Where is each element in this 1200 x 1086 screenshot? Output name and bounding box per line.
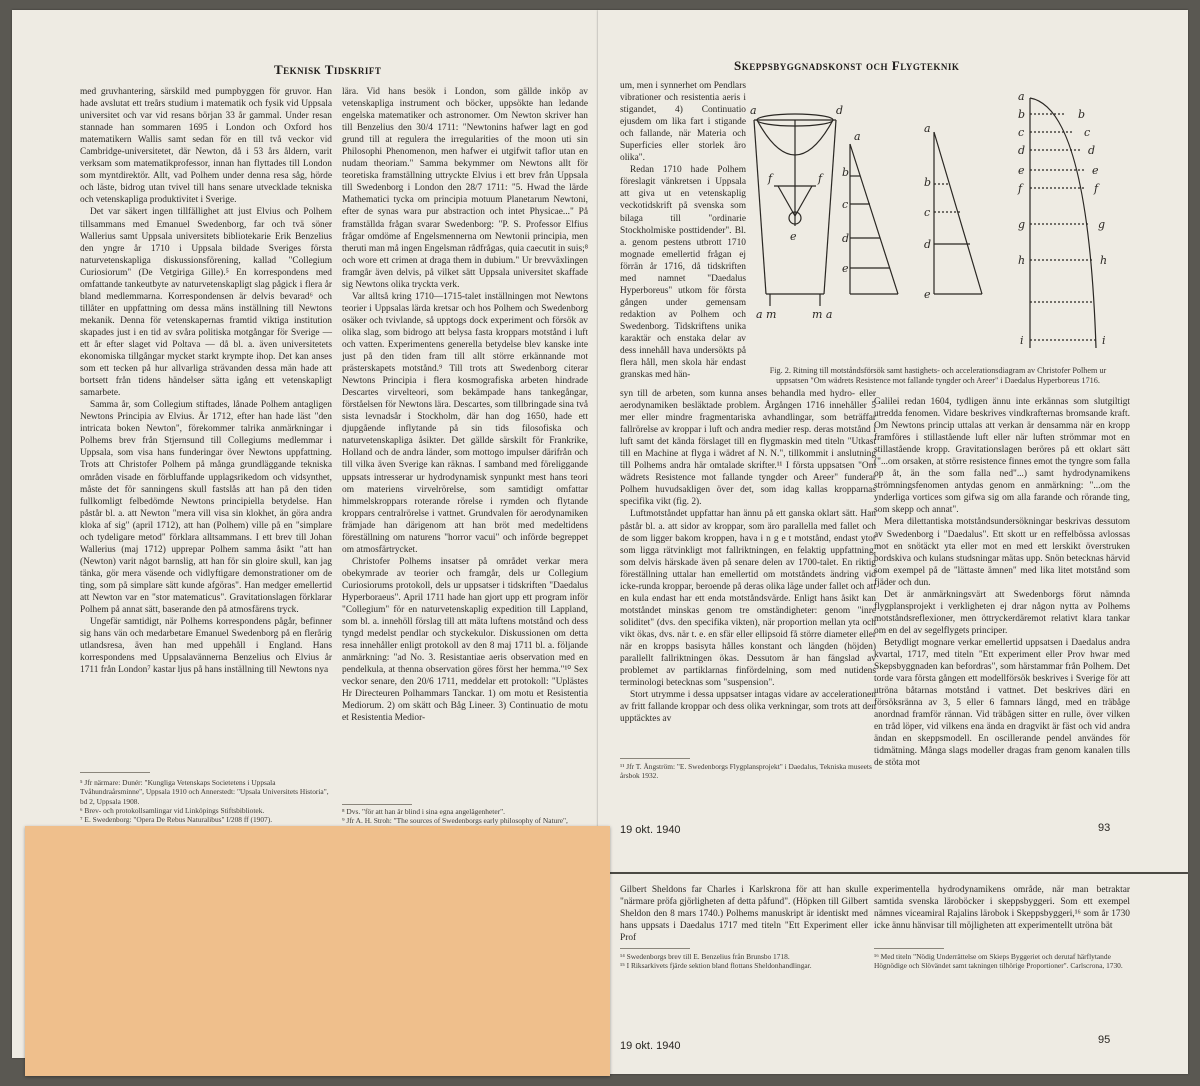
footnote: ⁵ Jfr närmare: Dunér: "Kungliga Vetenskaps Societetens i Uppsala Tvåhundraårsminne", Uppsala 1910 och Annerstedt: "Upsala Universitets Historia", bd 2, Uppsala 1908. bbox=[80, 778, 329, 806]
paragraph: Det var säkert ingen tillfällighet att just Elvius och Polhem tillsammans med Emanuel Swedenborg, far och tvä söner Wallerius samt Uppsala universitets bibliotekarie Erik Benzelius den yngre år 1710 i Uppsala bildade Sveriges första naturvetenskapliga diskussionsförening, kallad "Collegium Curiosiorum" (De Vetgiriga Gille).⁵ En korrespondens med omfattande tankeutbyte av naturvetenskapligt slag pågick i flera år bland medlemmarna. Korrespondensen är delvis bevarad⁶ och tillåter en uppfattning om dessa mäns inställning till Newtons mekanik. Denna för vetenskapernas framtid viktiga institution skapades just i en tid av svåra politiska motgångar för Sverige — ett år efter slaget vid Poltava — då bl. a. även universitetets ekonomiska tillgångar mycket starkt krympte ihop. Det kan anses som ett tecken på hur allvarliga strävanden dessa män hade att bortsett från tidens händelser sätta igång ett vetenskapligt samarbete. bbox=[80, 207, 332, 399]
footnote-rule bbox=[342, 804, 412, 805]
running-head-right: Skeppsbyggnadskonst och Flygteknik bbox=[734, 58, 960, 73]
footnote-rule bbox=[874, 948, 944, 949]
paragraph: Samma år, som Collegium stiftades, lånade Polhem antagligen Newtons Principia av Elvius. År 1712, efter han hade läst "den intricata boken Newton", förekommer talrika anmärkningar i Polhems brev från Stjernsund till Collegiums medlemmar i Uppsala, som visa hans funderingar över Newtons uppfattning. Trots att Christofer Polhem på många grundläggande tekniska områden visade en förbluffande upplagsrikedom och vidsynthet, måste det för sanningens skull fastslås att han på den tiden fullkomligt felbedömde Newtons principiella betydelse. Han påstår bl. a. att Newton "mera vill visa sin klokhet, än göra andra kloka af sig" (april 1712), att han (Polhem) ville på en "simplare och tydeligare metod" förklara alltsammans. I ett brev till Johan Wallerius (maj 1712) upprepar Polhem samma åsikt "att han (Newton) varit något barnslig, att han för sin gloire skull, kan jag tänka, gör mera väsende och vidlyftigare demonstrationer om de ting, som på simplare sätt kunde afgöras". Han medger emellertid att Newton var en "stor matematicus". Gravitationslagen förklarar Polhem på annat sätt, baserande den på atmosfärens tryck. bbox=[80, 400, 332, 616]
right-page-bottom bbox=[598, 874, 1188, 1074]
figure-letter: a m bbox=[756, 308, 777, 321]
paragraph: Gilbert Sheldons far Charles i Karlskrona för att han skulle "närmare pröfa gjörligheten af detta påfund". (Höpken till Gilbert Sheldon den 8 mars 1740.) Polhems manuskript är identiskt med hans uppsats i Daedalus 1717 med titeln "Ett Experiment eller Prof bbox=[620, 885, 868, 944]
right-bottom-column-b bbox=[874, 884, 1130, 944]
left-column-2 bbox=[342, 86, 588, 804]
running-head-left: Teknisk Tidskrift bbox=[274, 62, 382, 77]
figure-letter: a bbox=[1018, 90, 1025, 103]
figure-letter: d bbox=[1088, 144, 1096, 157]
right-column-b-footnote: ¹¹ Jfr T. Ängström: "E. Swedenborgs Flygplansprojekt" i Daedalus, Tekniska museets årsbok 1932. bbox=[620, 762, 872, 781]
footnote: ⁸ Dvs. "för att han är blind i sina egna angelägenheter". bbox=[342, 807, 505, 816]
paragraph: Stort utrymme i dessa uppsatser intagas vidare av accelerationen av fritt fallande kroppar och dess olika verkningar, som trots att den upptäcktes av bbox=[620, 690, 876, 725]
right-bottom-column-a bbox=[620, 884, 868, 944]
figure-letter: i bbox=[1020, 334, 1024, 347]
page-number: 95 bbox=[1098, 1034, 1111, 1046]
figure-letter: d bbox=[1018, 144, 1026, 157]
figure-letter: e bbox=[1018, 164, 1025, 177]
paragraph: Mera dilettantiska motståndsundersökningar beskrivas dessutom av Swedenborg i "Daedalus". Ett skott ur en reffelbössa avlossas mot en snötäckt yta eller mot en med ett lerskikt överstruken bordskiva och kulans studsningar mätas upp. Snön betecknas härvid som exempel på de "lättaste ämnen" med lika litet motstånd som fjäder och dun. bbox=[874, 517, 1130, 588]
right-bottom-footnotes-a bbox=[620, 952, 868, 980]
figure-letter: h bbox=[1018, 254, 1026, 267]
left-column-1 bbox=[80, 86, 332, 766]
figure-letter: i bbox=[1102, 334, 1106, 347]
paragraph: syn till de arbeten, som kunna anses behandla med hydro- eller aerodynamiken besläktade problem. Årgången 1716 innehåller 5 mer eller mindre fragmentariska avhandlingar, som beträffar fallrörelse av kroppar i luft och andra medier resp. deras motstånd i luft samt det kända förslaget till en flygmaskin med titeln "Utkast till en Machine at flyga i wädret af N. N.", tillkommit i anslutning till Polhems andra här omtalade skrifter.¹¹ I första uppsatsen "Om wädrets Resistence mot fallande tyngder och Areer" funderar Polhem huvudsakligen över det, som idag kallas kropparnas specifika vikt (fig. 2). bbox=[620, 389, 876, 508]
footnote: ¹⁴ Swedenborgs brev till E. Benzelius från Brunsbo 1718. bbox=[620, 952, 790, 961]
figure-letter: f bbox=[1094, 182, 1099, 195]
paragraph: med gruvhantering, särskild med pumpbyggen för gruvor. Han hade avslutat ett treårs studium i matematik och fysik vid Uppsala universitet och var vid resans början 33 år gammal. Under resan stannade han sommaren 1695 i London och Oxford hos matematikern Wallis samt sedan för en till två veckor vid Cambridge-universitetet, där Newton, då i 53 års åldern, varit verksam som matematikprofessor, innan han flyttades till London som myntdirektör. Allt, vad Polhem under denna resa såg, hörde och läste, bidrog utan tvivel till hans senare utvecklade tekniska och vetenskapliga produktivitet i Sverige. bbox=[80, 87, 332, 206]
right-column-a bbox=[620, 80, 746, 386]
figure-letter: f bbox=[1018, 182, 1023, 195]
figure-letter: g bbox=[1098, 218, 1106, 231]
figure-letter: a bbox=[924, 122, 931, 135]
figure-letter: e bbox=[790, 230, 797, 243]
footnote-rule bbox=[620, 758, 690, 759]
figure-2-drawing bbox=[748, 78, 1120, 368]
figure-letter: d bbox=[924, 238, 932, 251]
figure-letter: c bbox=[1018, 126, 1025, 139]
figure-letter: h bbox=[1100, 254, 1108, 267]
paragraph: Ungefär samtidigt, när Polhems korrespondens pågår, befinner sig hans vän och medarbetare Emanuel Swedenborg på en flerårig utlandsresa, även han med uppehåll i England. Hans korrespondens med Uppsalavännerna Benzelius och Elvius år 1711 från London⁷ kastar ljus på hans inställning till Newtons nya bbox=[80, 617, 332, 676]
paragraph: Luftmotståndet uppfattar han ännu på ett ganska oklart sätt. Han påstår bl. a. att sidor av kroppar, som äro parallella med fallet och de som ligger bakom kroppen, hava i n g e t motstånd, endast ytor som ligga rätvinkligt mot fallriktningen, en felaktig uppfattning, som delvis härskade även på senare delen av 1700-talet. En riktig föreställning uttalar han emellertid om motståndets ändring vid icke-runda kroppar, beroende på deras olika läge under fallet och att en kula endast har ett enda motståndsvärde. Enligt hans åsikt kan motståndet minskas genom tre omständigheter: genom "inre soliditet" (dvs. den specifika vikten), när proportion mellan yta och vikt ökas, dvs. när t. e. en sfär eller ellipsoid få större diameter eller när en kropps basisyta hålles konstant och längden (höjden) parallellt fallriktningen ökas. Dessutom är han fängslad av problemet av partiklarnas finfördelning, som med nutidens terminologi betecknas som "suspension". bbox=[620, 509, 876, 689]
footnote-rule bbox=[620, 948, 690, 949]
figure-letter: e bbox=[1092, 164, 1099, 177]
footnote-rule bbox=[80, 772, 150, 773]
right-column-c bbox=[874, 396, 1130, 769]
date-line: 19 okt. 1940 bbox=[620, 1040, 681, 1052]
figure-letter: b bbox=[1018, 108, 1026, 121]
figure-letter: g bbox=[1018, 218, 1026, 231]
figure-letter: d bbox=[836, 104, 844, 117]
paragraph: Var alltså kring 1710—1715-talet inställningen mot Newtons teorier i Uppsalas lärda kretsar och hos Polhem och Swedenborg osäker och tvivlande, så upptogs dock experiment och försök av olika slag, som bidrogo att belysa fasta kroppars motstånd i luft och vatten. Experimentens generella betydelse blev kanske inte just på den tiden fram till allt större erkännande mot prästerskapets motstånd.⁹ Till trots att Swedenborg citerar Newtons Principia i flera kosmografiska arbeten hindrade Descartes virvelteori, som bekämpade hans tankegångar, förståelsen för Newtons lära. Descartes, som tillbringade sina två sista levnadsår i Stockholm, där han dog 1650, hade ett djupgående inflytande på sin tids filosofiska och naturvetenskapliga åsikter. Det gällde särskilt för Frankrike, Holland och de andra länder, som mottogo impulser därifrån och till vilka även Sverige kan räknas. I samband med föreliggande uppsats intresserar ur hydrodynamisk synpunkt mest hans teori om materiens virvelrörelse, som samtidigt omfattar himmelskroppars roterande rörelse i rymden och flytande kroppars centralrörelse i vattnet. Grundvalen för aerodynamiken främjade han därigenom att han bröt med medeltidens föreställning om naturens "horror vacui" och införde begreppet om atmosfärtrycket. bbox=[342, 291, 588, 555]
paragraph: Redan 1710 hade Polhem föreslagit vänkretsen i Uppsala att giva ut en vetenskaplig veckotidskrift på svenska som bilaga till "ordinarie Stockholmiske posttidender". Bl. a. genom pestens utbrott 1710 mognade emellertid frågan ej förrän år 1716, då tidskriften med namnet "Daedalus Hyperboreus" utkom för första gången under gemensam redaktion av Polhem och Swedenborg. Tidskriftens unika karaktär och enstaka delar av dess innehåll hava undersökts på flera håll, men skola här endast granskas med hän- bbox=[620, 165, 746, 381]
figure-letter: a bbox=[854, 130, 861, 143]
figure-letter: e bbox=[924, 288, 931, 301]
paragraph: experimentella hydrodynamikens område, när man betraktar samtida svenska läroböcker i skeppsbyggeri. Som ett exempel nämnes viceamiral Rajalins lärobok i Skeppsbyggeri,¹⁶ som år 1730 icke ännu hänvisar till möjligheten att experimentellt utröna bät bbox=[874, 885, 1130, 932]
footnote: ⁷ E. Swedenborg: "Opera De Rebus Naturalibus" I/208 ff (1907). bbox=[80, 815, 273, 825]
right-column-b bbox=[620, 388, 876, 748]
figure-letter: b bbox=[842, 166, 850, 179]
figure-letter: a bbox=[750, 104, 757, 117]
figure-letter: c bbox=[924, 206, 931, 219]
paragraph: Det är anmärkningsvärt att Swedenborgs förut nämnda flygplansprojekt i verkligheten ej drar någon nytta av Polhems motståndsreflexioner, men öttryckerdäremot relativt klara tankar om en del av segelflygets principer. bbox=[874, 589, 1130, 636]
figure-letter: f bbox=[818, 172, 823, 185]
right-page-top bbox=[598, 10, 1188, 872]
footnote: ⁹ Jfr A. H. Stroh: "The sources of Swedenborgs early philosophy of Nature", bbox=[342, 816, 568, 826]
figure-letter: c bbox=[1084, 126, 1091, 139]
footnote: ⁶ Brev- och protokollsamlingar vid Linköpings Stiftsbibliotek. bbox=[80, 805, 265, 815]
figure-letter: c bbox=[842, 198, 849, 211]
figure-letter: m a bbox=[812, 308, 833, 321]
figure-letter: d bbox=[842, 232, 850, 245]
paragraph: Galilei redan 1604, tydligen ännu inte erkännas som slutgiltigt utredda fenomen. Vidare beskrives vindkrafternas bromsande kraft. Om Newtons princip uttalas att verkan är densamma när en kropp framföres i stillastående luft eller när luften strömmar mot en stillastående kropp. Gravitationslagen beröres på ett oklart sätt ("...om orsaken, at större resistence finnes emot the tyngre som falla op åt, än the som falla ned"...) samt hydrodynamikens strömningsfenomen antydas genom en anmärkning: "...om the ynderliga vortices som gifwa sig om alla farande och rörande ting, som skepp och annat". bbox=[874, 397, 1130, 516]
paragraph: Betydligt mognare verkar emellertid uppsatsen i Daedalus andra kvartal, 1717, med titeln "Ett experiment eller Prov hwar med Skepsbyggnaden kan befordras", som härstammar från Polhem. Det torde vara första gången ett modellförsök beskrives i Sverige för att utröna båtarnas motstånd i vattnet. Det beskrives däri en försöksränna av 3, 5 eller 6 famnars längd, med en träbåge anordnad framför rännan. Vid träbågen sitter en rulle, över vilken en tråd löper, vid vilkens ena ända en dragvikt är fäst och vid andra ändan en skeppsmodell. En oscillerande pendel användes för tidmätning. Många slags modeller dragas fram genom kanalen tills de stöta mot bbox=[874, 637, 1130, 769]
figure-caption: Fig. 2. Ritning till motståndsförsök samt hastighets- och accelerationsdiagram av Christofer Polhem ur uppsatsen "Om wädrets Resistence mot fallande tyngder och Areer" i Daedalus Hyperboreus 1716. bbox=[769, 366, 1107, 385]
footnote: ¹⁵ I Riksarkivets fjärde sektion bland flottans Sheldonhandlingar. bbox=[620, 961, 812, 971]
paper-slip bbox=[25, 826, 610, 1076]
figure-letter: e bbox=[842, 262, 849, 275]
paragraph: um, men i synnerhet om Pendlars vibrationer och resistentia aeris i stigandet, 4) Continuatio ejusdem om lika fart i stigande och fallande, när Materia och Superficies eller storlek äro olika". bbox=[620, 81, 746, 164]
page-number: 93 bbox=[1098, 822, 1111, 834]
paragraph: Christofer Polhems insatser på området verkar mera obekymrade av teorier och framgår, dels ur Collegium Curiosiorums protokoll, dels ur uppsatser i tidskriften "Daedalus Hyperboraeus". April 1711 hade han gjort upp ett program inför "Collegium" för en naturvetenskaplig expedition till Lappland, som bl. a. innehöll förslag till att mäta luftens motstånd och dess tyngd medelst pendlar och styckekulor. Diskussionen om detta resa innehåller enligt protokoll av den 8 maj 1711 bl. a. följande anmärkning: "ad No. 3. Resistantiae aeris observation med en pendelkula, at thenna observation göres först her hemma."¹⁰ Sex veckor senare, den 20/6 1711, meddelar ett protokoll: "Uplästes Hr Directeuren Polhammars Tanckar. 1) om motu et Resistentia Mediorum. 2) om skätt och Båg Lineer. 3) Continuatio de motu et Resistentia Medior- bbox=[342, 556, 588, 724]
figure-letter: f bbox=[768, 172, 773, 185]
figure-letter: b bbox=[1078, 108, 1086, 121]
right-bottom-footnote-b: ¹⁶ Med titeln "Nödig Underrättelse om Skieps Byggeriet och derutaf härflytande Högnödige och Slövändet samt takningen tilhörige Proportioner". Carlscrona, 1730. bbox=[874, 952, 1123, 971]
paragraph: lära. Vid hans besök i London, som gällde inköp av vetenskapliga instrument och böcker, uppsökte han ledande engelska matematiker och astronomer. Om Newton skriver han till Benzelius den 30/4 1711: "Newtonins hafwer lagt en god grund till at regulera the irregularities of the moon uti sin Philosophi Phenomenon, men hafwer ei utgifwit taflor utan en nudam theoriam." Samma bekymmer om Newtons allt för teoretiska framställning uttryckte Elvius i ett brev från Uppsala till Swedenborg i London den 28/7 1711: "5. Hwad the lärde Mathematici tycka om principia motuum Planetarum Newtoni, efter de synas wara pur abstraction och intet Physicae..." På framställda frågan svarar Swedenborg: "P. S. Professor Elfius frågar omdöme af Engelsmennerna om Newtonii principia, men theruti man må ingen Engelsman rådfrågas, quia caecutit in suis;⁸ och wore ett crimen at draga them in dubium." Ur brevväxlingen framgår även delvis, på vilket sätt Uppsala universitet skaffade sig Newtons olika tryckta verk. bbox=[342, 87, 588, 290]
date-line: 19 okt. 1940 bbox=[620, 824, 681, 836]
figure-letter: b bbox=[924, 176, 932, 189]
